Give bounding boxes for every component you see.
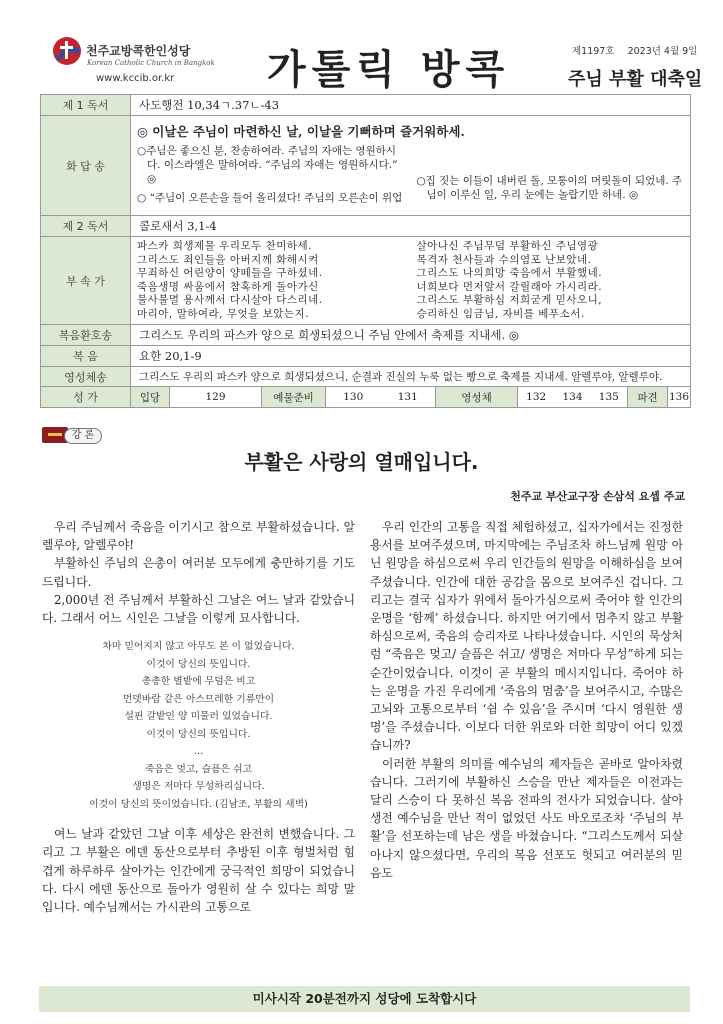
psalm-col-right — [411, 142, 691, 212]
newsletter-title: 가톨릭 방콕 — [267, 47, 511, 93]
reading2-value: 콜로새서 3,1-4 — [131, 216, 691, 237]
communion-song-label: 영성체 — [435, 387, 517, 407]
psalm-label: 화 답 송 — [41, 116, 131, 216]
poem-line: 죽음은 멎고, 슬픔은 쉬고 — [144, 763, 253, 775]
sequence-line: 죽음생명 싸움에서 참혹하게 돌아가신 — [137, 280, 319, 293]
sequence-line: 그리스도 죄인들을 아버지께 화해시켜 — [137, 253, 319, 266]
poem-line: 먼뎃바람 같은 아스므레한 기류만이 — [122, 693, 275, 705]
lecture-tag — [42, 427, 104, 445]
paragraph: 부활하신 주님의 은총이 여러분 모두에게 충만하기를 기도드립니다. — [42, 556, 355, 589]
sequence-content — [131, 237, 691, 325]
communion-song-values — [517, 387, 627, 407]
offertory-values — [325, 387, 435, 407]
poem-quote — [42, 638, 355, 813]
sequence-line: 파스카 희생제물 우리모두 찬미하세. — [137, 240, 312, 252]
songs-row — [41, 387, 691, 408]
church-logo-icon — [52, 36, 82, 66]
reading1-label: 제 1 독서 — [41, 95, 131, 116]
communion-value: 그리스도 우리의 파스카 양으로 희생되셨으니, 순결과 진실의 누룩 없는 빵으로 축제를 지내세. 알렐루야, 알렐루야. — [131, 367, 691, 387]
poem-line: 설핀 갈밭인 양 미물러 있었습니다. — [124, 711, 273, 723]
poem-line: 생명은 저마다 무성하리십니다. — [132, 781, 265, 793]
article-column-right — [370, 518, 683, 882]
paragraph: 이러한 부활의 의미를 예수님의 제자들은 곧바로 알아차렸습니다. 그러기에 부활하신 스승을 만난 제자들은 이전과는 달리 스승이 다 못하신 복음 전파의 전사가 되었습니다. 살아생전 예수님을 만난 적이 없었던 사도 바오로조차 ‘주님의 부활’을 선포하는데 남은 생을 바쳤습니다. “그리스도께서 되살아나지 않으셨다면, 우리의 복음 선포도 헛되고 여러분의 믿음도 — [370, 756, 683, 880]
paragraph: 2,000년 전 주님께서 부활하신 그날은 여느 날과 같았습니다. 그래서 어느 시인은 그날을 이렇게 묘사합니다. — [42, 592, 355, 626]
songs-label: 성 가 — [41, 387, 131, 408]
sequence-row — [41, 237, 691, 325]
gospel-row — [41, 346, 691, 367]
sequence-line: 무죄하신 어린양이 양떼들을 구하셨네. — [137, 267, 323, 279]
issue-number: 제1197호 — [572, 46, 615, 57]
gospel-value: 요한 20,1-9 — [131, 346, 691, 367]
recessional-label: 파견 — [627, 387, 667, 407]
sequence-line: 마리아, 말하여라, 무엇을 보았는지. — [137, 307, 310, 320]
article-title: 부활은 사랑의 열매입니다. — [244, 450, 479, 474]
psalm-row — [41, 116, 691, 216]
psalm-verse: ○ “주님이 오른손을 들어 올리셨다! 주님의 오른손이 위업 — [137, 191, 403, 204]
entrance-value: 129 — [169, 387, 261, 407]
psalm-verse: ○주님은 좋으신 분, 찬송하여라. 주님의 자애는 영원하시다. 이스라엘은 말하여라. “주님의 자애는 영원하시다.” ◎ — [137, 144, 398, 185]
communion-song: 134 — [562, 391, 583, 403]
article-column-left — [42, 518, 355, 916]
acclamation-label: 복음환호송 — [41, 325, 131, 346]
offertory-song: 131 — [397, 391, 418, 403]
recessional-value: 136 — [667, 387, 690, 407]
reading2-row — [41, 216, 691, 237]
paragraph: 여느 날과 같았던 그날 이후 세상은 완전히 변했습니다. 그리고 그 부활은 에덴 동산으로부터 추방된 이후 형벌처럼 힘겹게 하루하루 살아가는 인간에게 궁극적인 희망이 되었습니다. 다시 에덴 동산으로 돌아가 영원히 살 수 있다는 희망 말입니다. 예수님께서는 가시관의 고통으로 — [42, 827, 355, 915]
poem-line: … — [193, 746, 204, 758]
poem-line: 이것이 당신의 뜻입니다. — [146, 728, 251, 740]
poem-line: 총총한 별밭에 무덤은 비고 — [141, 676, 256, 688]
reading1-value: 사도행전 10,34ㄱ.37ㄴ-43 — [131, 95, 691, 116]
sequence-label: 부 속 가 — [41, 237, 131, 325]
poem-line: 이것이 당신의 뜻이었습니다. (김남조, 부활의 새벽) — [89, 798, 308, 810]
sequence-right-col — [411, 237, 691, 324]
issue-info — [572, 43, 707, 57]
sequence-line: 그리스도 부활하심 저희굳게 믿사오니, — [416, 294, 603, 306]
website-link[interactable]: www.kccib.or.kr — [96, 73, 175, 84]
communion-song: 135 — [598, 391, 619, 403]
entrance-label: 입당 — [131, 387, 169, 407]
communion-song: 132 — [526, 391, 547, 403]
poem-line: 이것이 당신의 뜻입니다. — [146, 658, 251, 670]
paragraph: 우리 인간의 고통을 직접 체험하셨고, 십자가에서는 진정한 용서를 보여주셨으며, 마지막에는 주님조차 하느님께 원망 아닌 원망을 하심으로써 우리 인간들의 원망을 이해하심을 보여주셨습니다. 인간에 대한 공감을 몸으로 보여주신 겁니다. 그리고는 결국 십자가 위에서 돌아가심으로써 죽어야 할 인간의 운명을 ‘함께’ 하셨습니다. 하지만 여기에서 멈추지 않고 부활하심으로써, 죽음의 승리자로 나타나셨습니다. 시인의 묵상처럼 “죽음은 멎고/ 슬픔은 쉬고/ 생명은 저마다 무성”하게 되는 순간이었습니다. 이것이 곧 부활의 메시지입니다. 죽어야 하는 운명을 가진 우리에게 ‘죽음의 멈춤’을 보여주시고, 수많은 고뇌와 고통으로부터 ‘쉼 수 있음’을 주시며 ‘다시 영원한 생명’을 주셨습니다. 이보다 더한 위로와 더한 희망이 어디 있겠습니까? — [370, 520, 683, 753]
offertory-song: 130 — [343, 391, 364, 403]
reading2-label: 제 2 독서 — [41, 216, 131, 237]
sequence-line: 목격자 천사들과 수의염포 난보았네. — [416, 253, 592, 266]
psalm-verse: ○집 짓는 이들이 내버린 돌, 모퉁이의 머릿돌이 되었네. 주님이 이루신 일, 우리 눈에는 놀랍기만 하네. ◎ — [416, 174, 683, 201]
church-name: 천주교방콕한인성당 — [86, 44, 191, 58]
communion-row — [41, 367, 691, 387]
sequence-line: 너희보다 먼저앞서 갈릴래아 가시리라. — [416, 280, 603, 293]
issue-date: 2023년 4월 9일 — [627, 46, 698, 57]
reading1-row — [41, 95, 691, 116]
paragraph: 우리 주님께서 죽음을 이기시고 참으로 부활하셨습니다. 알렐루야, 알렐루야! — [42, 520, 355, 553]
sequence-left-col — [131, 237, 411, 324]
communion-label: 영성체송 — [41, 367, 131, 387]
gospel-label: 복 음 — [41, 346, 131, 367]
sequence-line: 그리스도 나의희망 죽음에서 부활했네. — [416, 267, 603, 279]
offertory-label: 예물준비 — [261, 387, 325, 407]
article-byline: 천주교 부산교구장 손삼석 요셉 주교 — [510, 490, 685, 503]
poem-line: 차마 믿어지지 않고 아무도 본 이 없었습니다. — [102, 641, 295, 653]
liturgy-table — [40, 94, 691, 408]
church-subtitle: Korean Catholic Church in Bangkok — [87, 59, 215, 67]
footer-notice: 미사시작 20분전까지 성당에 도착합시다 — [39, 986, 690, 1012]
lecture-tag-label: 강 론 — [64, 428, 102, 444]
acclamation-value: 그리스도 우리의 파스카 양으로 희생되셨으니 주님 안에서 축제를 지내세. ◎ — [131, 325, 691, 346]
psalm-content — [131, 116, 691, 216]
sequence-line: 살아나신 주님무덤 부활하신 주님영광 — [416, 240, 599, 252]
acclamation-row — [41, 325, 691, 346]
sequence-line: 불사불멸 용사께서 다시살아 다스리네. — [137, 294, 323, 306]
masthead — [40, 18, 703, 94]
sequence-line: 승리하신 임금님, 자비를 베푸소서. — [416, 307, 585, 320]
psalm-col-left — [131, 142, 411, 212]
feast-title: 주님 부활 대축일 — [568, 69, 703, 90]
psalm-refrain: ◎ 이날은 주님이 마련하신 날, 이날을 기뻐하며 즐거워하세. — [137, 123, 465, 139]
